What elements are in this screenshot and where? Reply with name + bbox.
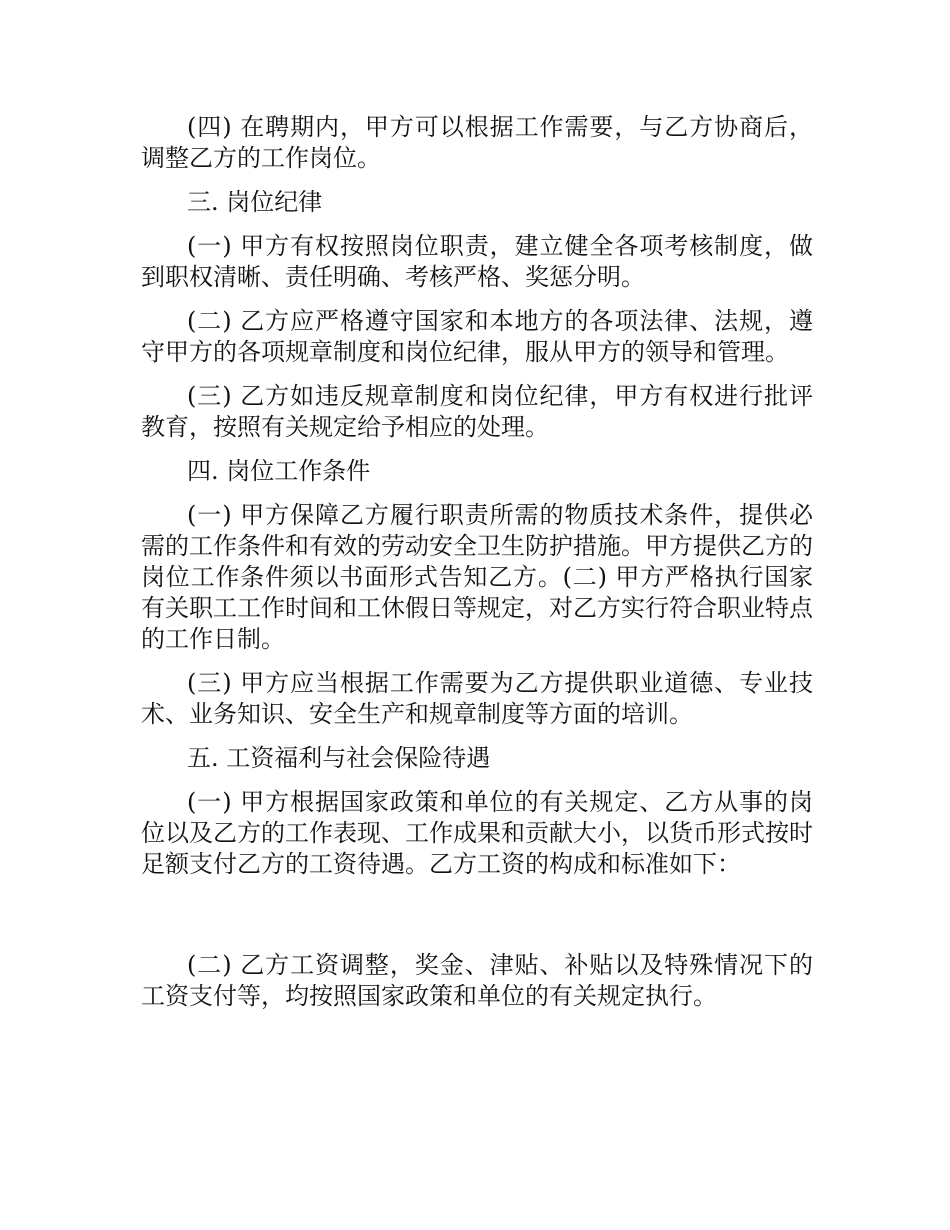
clause-4-3: (三) 甲方应当根据工作需要为乙方提供职业道德、专业技术、业务知识、安全生产和规章制度等方面的培训。: [141, 669, 813, 728]
clause-4-1-2: (一) 甲方保障乙方履行职责所需的物质技术条件，提供必需的工作条件和有效的劳动安全卫生防护措施。甲方提供乙方的岗位工作条件须以书面形式告知乙方。(二) 甲方严格执行国家有关职工工作时间和工休假日等规定，对乙方实行符合职业特点的工作日制。: [141, 501, 813, 653]
clause-2-4: (四) 在聘期内，甲方可以根据工作需要，与乙方协商后，调整乙方的工作岗位。: [141, 113, 813, 172]
clause-5-2: (二) 乙方工资调整，奖金、津贴、补贴以及特殊情况下的工资支付等，均按照国家政策和单位的有关规定执行。: [141, 951, 813, 1010]
clause-5-1: (一) 甲方根据国家政策和单位的有关规定、乙方从事的岗位以及乙方的工作表现、工作成果和贡献大小，以货币形式按时足额支付乙方的工资待遇。乙方工资的构成和标准如下：: [141, 788, 813, 878]
clause-3-1: (一) 甲方有权按照岗位职责，建立健全各项考核制度，做到职权清晰、责任明确、考核严格、奖惩分明。: [141, 232, 813, 291]
clause-3-2: (二) 乙方应严格遵守国家和本地方的各项法律、法规，遵守甲方的各项规章制度和岗位纪律，服从甲方的领导和管理。: [141, 307, 813, 366]
section-5-heading: 五. 工资福利与社会保险待遇: [187, 744, 491, 772]
clause-3-3: (三) 乙方如违反规章制度和岗位纪律，甲方有权进行批评教育，按照有关规定给予相应的处理。: [141, 382, 813, 441]
document-body: [141, 112, 813, 1025]
section-4-heading: 四. 岗位工作条件: [187, 457, 371, 485]
salary-table-blank: [141, 893, 813, 950]
section-3-heading: 三. 岗位纪律: [187, 188, 323, 216]
